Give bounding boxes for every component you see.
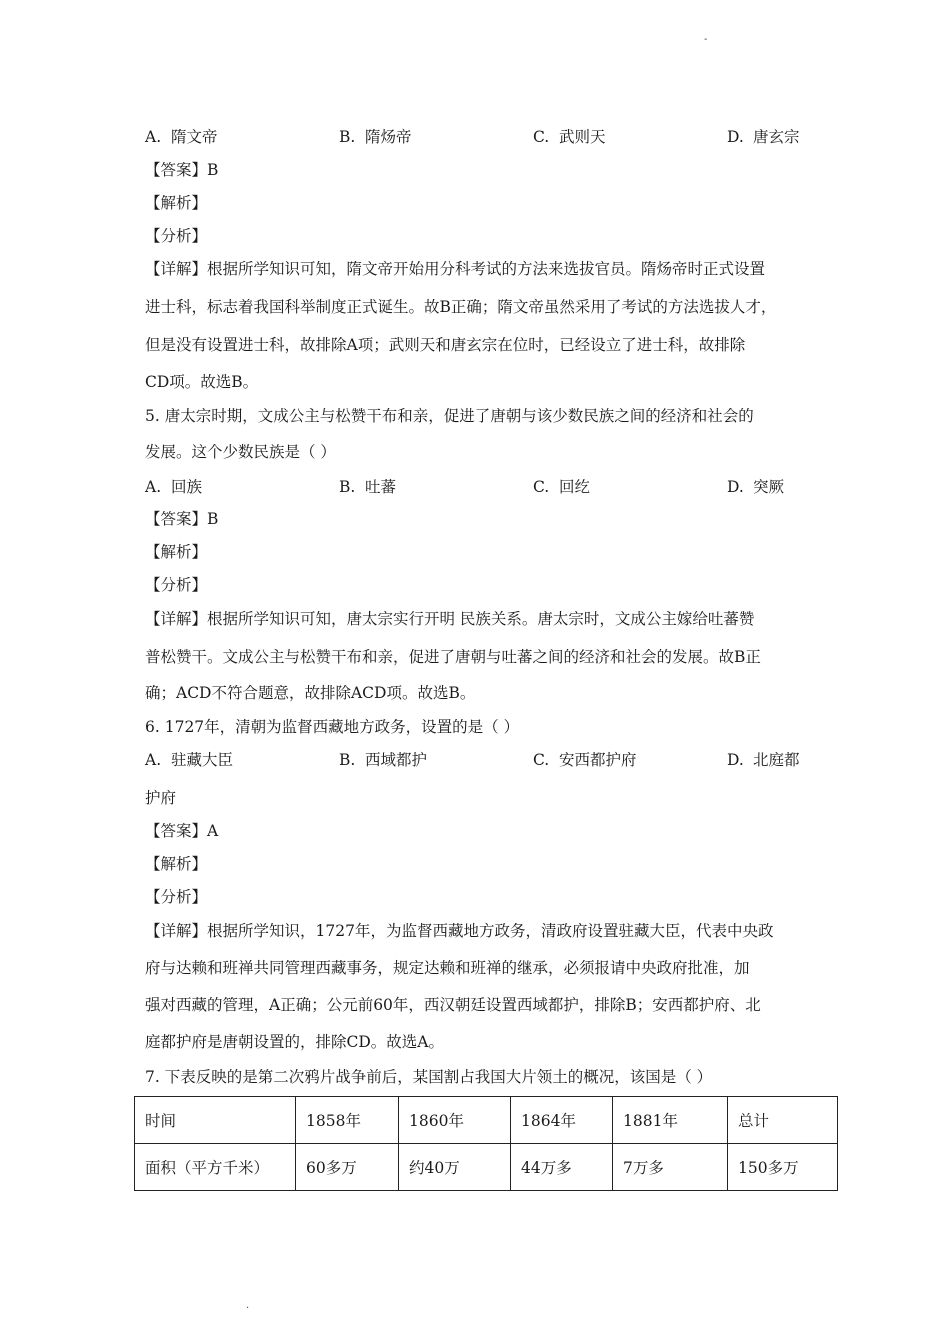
q6-option-d-wrap: 护府: [145, 789, 177, 807]
q6-detail-line-4: 庭都护府是唐朝设置的，排除CD。故选A。: [145, 1033, 444, 1051]
page-mark-bottom: .: [246, 1300, 250, 1311]
q5-detail-line-3: 确；ACD不符合题意，故排除ACD项。故选B。: [145, 684, 476, 702]
table-cell: 1864年: [511, 1097, 613, 1144]
table-cell: 150多万: [728, 1144, 838, 1191]
q4-option-c[interactable]: C. 武则天: [533, 128, 606, 146]
q4-detail-line-2: 进士科，标志着我国科举制度正式诞生。故B正确；隋文帝虽然采用了考试的方法选拔人才，: [145, 298, 777, 316]
q5-option-c[interactable]: C. 回纥: [533, 478, 591, 496]
q7-stem: 7. 下表反映的是第二次鸦片战争前后，某国割占我国大片领土的概况，该国是（ ）: [145, 1068, 713, 1086]
q5-detail-line-2: 普松赞干。文成公主与松赞干布和亲，促进了唐朝与吐蕃之间的经济和社会的发展。故B正: [145, 648, 761, 666]
table-row: [135, 1144, 838, 1191]
table-cell: 60多万: [296, 1144, 399, 1191]
table-cell: 1881年: [613, 1097, 728, 1144]
page-mark-top: -: [704, 34, 708, 45]
q4-fenxi-heading: 【分析】: [145, 227, 208, 245]
q5-fenxi-heading: 【分析】: [145, 576, 208, 594]
table-cell: 44万多: [511, 1144, 613, 1191]
q5-stem-line-2: 发展。这个少数民族是（ ）: [145, 443, 336, 461]
q6-option-a[interactable]: A. 驻藏大臣: [145, 751, 234, 769]
table-cell: 面积（平方千米）: [135, 1144, 296, 1191]
q4-detail-line-1: 【详解】根据所学知识可知，隋文帝开始用分科考试的方法来选拔官员。隋炀帝时正式设置: [145, 260, 766, 278]
q5-option-a[interactable]: A. 回族: [145, 478, 203, 496]
table-cell: 1858年: [296, 1097, 399, 1144]
q6-stem: 6. 1727年，清朝为监督西藏地方政务，设置的是（ ）: [145, 718, 520, 736]
table-cell: 约40万: [399, 1144, 511, 1191]
q4-option-a[interactable]: A. 隋文帝: [145, 128, 218, 146]
q4-analysis-heading: 【解析】: [145, 194, 208, 212]
q5-detail-line-1: 【详解】根据所学知识可知，唐太宗实行开明 民族关系。唐太宗时，文成公主嫁给吐蕃赞: [145, 610, 755, 628]
q4-options: [145, 126, 845, 148]
q4-answer: 【答案】B: [145, 161, 219, 179]
q4-detail-line-4: CD项。故选B。: [145, 373, 259, 391]
q6-fenxi-heading: 【分析】: [145, 888, 208, 906]
q6-option-c[interactable]: C. 安西都护府: [533, 751, 637, 769]
q5-answer: 【答案】B: [145, 510, 219, 528]
table-header-row: [135, 1097, 838, 1144]
table-cell: 1860年: [399, 1097, 511, 1144]
table-cell: 时间: [135, 1097, 296, 1144]
q6-detail-line-3: 强对西藏的管理，A正确；公元前60年，西汉朝廷设置西域都护，排除B；安西都护府、北: [145, 996, 761, 1014]
q5-options: [145, 476, 845, 498]
territory-table: [134, 1096, 838, 1191]
q6-option-b[interactable]: B. 西域都护: [339, 751, 428, 769]
table-cell: 7万多: [613, 1144, 728, 1191]
q6-options: [145, 749, 845, 771]
q5-option-d[interactable]: D. 突厥: [727, 478, 785, 496]
q6-option-d[interactable]: D. 北庭都: [727, 751, 800, 769]
q6-detail-line-1: 【详解】根据所学知识，1727年，为监督西藏地方政务，清政府设置驻藏大臣，代表中央政: [145, 922, 774, 940]
q5-analysis-heading: 【解析】: [145, 543, 208, 561]
q4-detail-line-3: 但是没有设置进士科，故排除A项；武则天和唐玄宗在位时，已经设立了进士科，故排除: [145, 336, 746, 354]
q5-option-b[interactable]: B. 吐蕃: [339, 478, 397, 496]
q6-detail-line-2: 府与达赖和班禅共同管理西藏事务，规定达赖和班禅的继承，必须报请中央政府批准，加: [145, 959, 750, 977]
q4-option-d[interactable]: D. 唐玄宗: [727, 128, 800, 146]
q5-stem-line-1: 5. 唐太宗时期，文成公主与松赞干布和亲，促进了唐朝与该少数民族之间的经济和社会的: [145, 407, 754, 425]
q4-option-b[interactable]: B. 隋炀帝: [339, 128, 412, 146]
q6-analysis-heading: 【解析】: [145, 855, 208, 873]
table-cell: 总计: [728, 1097, 838, 1144]
q6-answer: 【答案】A: [145, 822, 219, 840]
